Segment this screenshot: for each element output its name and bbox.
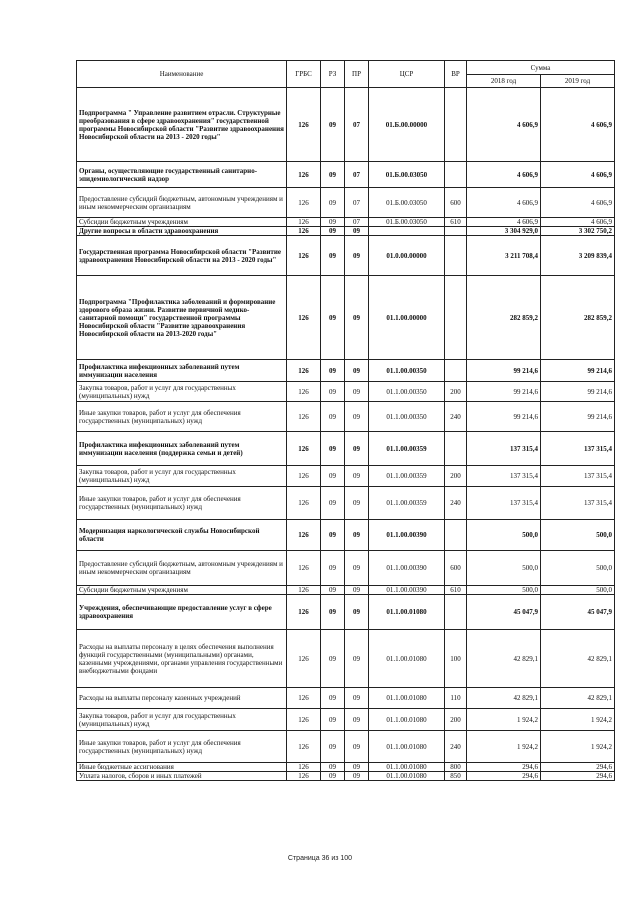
cell-vr: 610 xyxy=(445,586,467,595)
cell-rz: 09 xyxy=(321,466,345,487)
table-row xyxy=(77,236,615,276)
table-row xyxy=(77,595,615,630)
cell-rz: 09 xyxy=(321,709,345,731)
cell-csr: 01.Б.00.03050 xyxy=(369,218,445,227)
cell-vr: 600 xyxy=(445,551,467,586)
cell-vr: 800 xyxy=(445,763,467,772)
cell-sum-2018: 500,0 xyxy=(467,586,541,595)
cell-sum-2019: 99 214,6 xyxy=(541,360,615,382)
cell-sum-2018: 137 315,4 xyxy=(467,487,541,520)
cell-rz: 09 xyxy=(321,520,345,551)
table-row xyxy=(77,88,615,162)
cell-sum-2019: 99 214,6 xyxy=(541,402,615,432)
cell-vr: 240 xyxy=(445,731,467,763)
cell-grbs: 126 xyxy=(287,466,321,487)
cell-grbs: 126 xyxy=(287,382,321,402)
cell-grbs: 126 xyxy=(287,551,321,586)
cell-sum-2019: 137 315,4 xyxy=(541,466,615,487)
cell-sum-2019: 137 315,4 xyxy=(541,432,615,466)
cell-pr: 09 xyxy=(345,551,369,586)
cell-grbs: 126 xyxy=(287,630,321,688)
cell-sum-2019: 294,6 xyxy=(541,772,615,781)
cell-sum-2018: 1 924,2 xyxy=(467,709,541,731)
cell-vr: 200 xyxy=(445,466,467,487)
cell-rz: 09 xyxy=(321,227,345,236)
cell-name: Подпрограмма "Профилактика заболеваний и формирование здорового образа жизни. Развитие первичной медико-санитарной помощи" государственной программы Новосибирской области "Развитие здравоохранения Новосибирской области на 2013-2020 годы" xyxy=(77,276,287,360)
cell-sum-2019: 4 606,9 xyxy=(541,162,615,188)
cell-name: Профилактика инфекционных заболеваний путем иммунизации населения xyxy=(77,360,287,382)
cell-csr: 01.Б.00.00000 xyxy=(369,88,445,162)
header-year-2018: 2018 год xyxy=(467,75,541,88)
header-grbs: ГРБС xyxy=(287,61,321,88)
cell-csr: 01.1.00.01080 xyxy=(369,709,445,731)
cell-vr xyxy=(445,595,467,630)
cell-name: Субсидии бюджетным учреждениям xyxy=(77,586,287,595)
cell-sum-2018: 42 829,1 xyxy=(467,630,541,688)
cell-grbs: 126 xyxy=(287,227,321,236)
cell-grbs: 126 xyxy=(287,360,321,382)
cell-pr: 07 xyxy=(345,162,369,188)
cell-vr: 110 xyxy=(445,688,467,709)
table-row xyxy=(77,731,615,763)
cell-grbs: 126 xyxy=(287,276,321,360)
cell-rz: 09 xyxy=(321,595,345,630)
cell-name: Другие вопросы в области здравоохранения xyxy=(77,227,287,236)
cell-sum-2018: 4 606,9 xyxy=(467,188,541,218)
cell-grbs: 126 xyxy=(287,520,321,551)
cell-pr: 09 xyxy=(345,227,369,236)
cell-sum-2019: 4 606,9 xyxy=(541,188,615,218)
cell-sum-2018: 1 924,2 xyxy=(467,731,541,763)
table-row xyxy=(77,630,615,688)
cell-sum-2019: 282 859,2 xyxy=(541,276,615,360)
cell-rz: 09 xyxy=(321,487,345,520)
header-csr: ЦСР xyxy=(369,61,445,88)
cell-pr: 09 xyxy=(345,360,369,382)
cell-vr xyxy=(445,162,467,188)
cell-sum-2019: 137 315,4 xyxy=(541,487,615,520)
cell-sum-2019: 3 302 750,2 xyxy=(541,227,615,236)
cell-pr: 09 xyxy=(345,630,369,688)
cell-name: Модернизация наркологической службы Новосибирской области xyxy=(77,520,287,551)
cell-csr: 01.1.00.00350 xyxy=(369,360,445,382)
cell-pr: 09 xyxy=(345,688,369,709)
cell-grbs: 126 xyxy=(287,487,321,520)
cell-sum-2018: 45 047,9 xyxy=(467,595,541,630)
table-row xyxy=(77,432,615,466)
cell-pr: 09 xyxy=(345,432,369,466)
cell-csr: 01.1.00.01080 xyxy=(369,630,445,688)
cell-pr: 09 xyxy=(345,487,369,520)
table-row xyxy=(77,402,615,432)
cell-grbs: 126 xyxy=(287,772,321,781)
cell-vr: 240 xyxy=(445,402,467,432)
cell-csr: 01.1.00.01080 xyxy=(369,772,445,781)
cell-pr: 09 xyxy=(345,709,369,731)
cell-grbs: 126 xyxy=(287,88,321,162)
cell-name: Государственная программа Новосибирской области "Развитие здравоохранения Новосибирской области на 2013 - 2020 годы" xyxy=(77,236,287,276)
cell-sum-2018: 294,6 xyxy=(467,763,541,772)
cell-sum-2019: 42 829,1 xyxy=(541,688,615,709)
cell-csr: 01.1.00.00390 xyxy=(369,520,445,551)
cell-pr: 09 xyxy=(345,236,369,276)
cell-pr: 09 xyxy=(345,586,369,595)
cell-csr: 01.Б.00.03050 xyxy=(369,188,445,218)
header-year-2019: 2019 год xyxy=(541,75,615,88)
cell-rz: 09 xyxy=(321,382,345,402)
cell-name: Учреждения, обеспечивающие предоставление услуг в сфере здравоохранения xyxy=(77,595,287,630)
table-body xyxy=(77,88,615,781)
table-row xyxy=(77,688,615,709)
table-row xyxy=(77,551,615,586)
cell-rz: 09 xyxy=(321,551,345,586)
table-row xyxy=(77,763,615,772)
cell-rz: 09 xyxy=(321,162,345,188)
cell-sum-2018: 137 315,4 xyxy=(467,432,541,466)
cell-sum-2019: 294,6 xyxy=(541,763,615,772)
cell-sum-2019: 500,0 xyxy=(541,520,615,551)
cell-name: Профилактика инфекционных заболеваний путем иммунизации населения (поддержка семьи и детей) xyxy=(77,432,287,466)
cell-name: Закупка товаров, работ и услуг для государственных (муниципальных) нужд xyxy=(77,382,287,402)
cell-grbs: 126 xyxy=(287,688,321,709)
cell-name: Иные закупки товаров, работ и услуг для обеспечения государственных (муниципальных) нужд xyxy=(77,731,287,763)
cell-csr: 01.1.00.01080 xyxy=(369,731,445,763)
cell-pr: 09 xyxy=(345,763,369,772)
cell-name: Субсидии бюджетным учреждениям xyxy=(77,218,287,227)
table-row xyxy=(77,227,615,236)
cell-sum-2018: 4 606,9 xyxy=(467,218,541,227)
cell-vr xyxy=(445,276,467,360)
cell-name: Закупка товаров, работ и услуг для государственных (муниципальных) нужд xyxy=(77,709,287,731)
cell-csr: 01.1.00.00359 xyxy=(369,466,445,487)
table-row xyxy=(77,466,615,487)
cell-sum-2019: 500,0 xyxy=(541,551,615,586)
page-number: Страница 36 из 100 xyxy=(287,855,353,862)
cell-pr: 09 xyxy=(345,595,369,630)
table-row xyxy=(77,276,615,360)
cell-sum-2018: 500,0 xyxy=(467,520,541,551)
cell-grbs: 126 xyxy=(287,218,321,227)
cell-vr: 240 xyxy=(445,487,467,520)
cell-grbs: 126 xyxy=(287,402,321,432)
header-sum: Сумма xyxy=(467,61,615,75)
cell-sum-2018: 99 214,6 xyxy=(467,360,541,382)
cell-vr: 610 xyxy=(445,218,467,227)
cell-rz: 09 xyxy=(321,188,345,218)
cell-pr: 09 xyxy=(345,382,369,402)
cell-vr: 600 xyxy=(445,188,467,218)
cell-rz: 09 xyxy=(321,772,345,781)
cell-name: Органы, осуществляющие государственный санитарно-эпидемиологический надзор xyxy=(77,162,287,188)
cell-csr: 01.1.00.00390 xyxy=(369,586,445,595)
header-pr: ПР xyxy=(345,61,369,88)
cell-pr: 07 xyxy=(345,88,369,162)
cell-sum-2018: 3 304 929,0 xyxy=(467,227,541,236)
budget-table xyxy=(76,60,615,781)
cell-csr: 01.1.00.01080 xyxy=(369,763,445,772)
cell-sum-2018: 4 606,9 xyxy=(467,88,541,162)
header-name: Наименование xyxy=(77,61,287,88)
cell-csr: 01.1.00.00350 xyxy=(369,382,445,402)
cell-rz: 09 xyxy=(321,276,345,360)
cell-rz: 09 xyxy=(321,763,345,772)
table-row xyxy=(77,360,615,382)
cell-csr: 01.1.00.00359 xyxy=(369,432,445,466)
cell-sum-2019: 3 209 839,4 xyxy=(541,236,615,276)
cell-name: Предоставление субсидий бюджетным, автономным учреждениям и иным некоммерческим организациям xyxy=(77,188,287,218)
cell-rz: 09 xyxy=(321,218,345,227)
table-row xyxy=(77,586,615,595)
cell-sum-2019: 1 924,2 xyxy=(541,731,615,763)
cell-name: Закупка товаров, работ и услуг для государственных (муниципальных) нужд xyxy=(77,466,287,487)
header-vr: ВР xyxy=(445,61,467,88)
header-rz: РЗ xyxy=(321,61,345,88)
cell-rz: 09 xyxy=(321,630,345,688)
cell-grbs: 126 xyxy=(287,162,321,188)
cell-pr: 07 xyxy=(345,218,369,227)
cell-sum-2018: 500,0 xyxy=(467,551,541,586)
cell-vr xyxy=(445,360,467,382)
cell-csr: 01.1.00.01080 xyxy=(369,688,445,709)
cell-csr xyxy=(369,227,445,236)
table-row xyxy=(77,188,615,218)
cell-vr: 200 xyxy=(445,709,467,731)
cell-sum-2018: 282 859,2 xyxy=(467,276,541,360)
cell-vr: 850 xyxy=(445,772,467,781)
table-row xyxy=(77,709,615,731)
cell-rz: 09 xyxy=(321,88,345,162)
cell-rz: 09 xyxy=(321,236,345,276)
cell-name: Расходы на выплаты персоналу в целях обеспечения выполнения функций государственными (муниципальными) органами, казенными учреждениями, органами управления государственными внебюджетными фондами xyxy=(77,630,287,688)
cell-pr: 09 xyxy=(345,731,369,763)
cell-vr: 100 xyxy=(445,630,467,688)
cell-grbs: 126 xyxy=(287,731,321,763)
cell-rz: 09 xyxy=(321,731,345,763)
cell-grbs: 126 xyxy=(287,586,321,595)
cell-rz: 09 xyxy=(321,402,345,432)
cell-sum-2019: 99 214,6 xyxy=(541,382,615,402)
cell-sum-2019: 42 829,1 xyxy=(541,630,615,688)
cell-pr: 07 xyxy=(345,188,369,218)
cell-sum-2018: 99 214,6 xyxy=(467,402,541,432)
cell-csr: 01.1.00.00359 xyxy=(369,487,445,520)
cell-vr: 200 xyxy=(445,382,467,402)
cell-grbs: 126 xyxy=(287,595,321,630)
cell-pr: 09 xyxy=(345,402,369,432)
table-header xyxy=(77,61,615,88)
cell-vr xyxy=(445,88,467,162)
table-row xyxy=(77,772,615,781)
cell-sum-2019: 1 924,2 xyxy=(541,709,615,731)
cell-csr: 01.1.00.00000 xyxy=(369,276,445,360)
cell-grbs: 126 xyxy=(287,709,321,731)
cell-csr: 01.1.00.00350 xyxy=(369,402,445,432)
cell-rz: 09 xyxy=(321,432,345,466)
table-row xyxy=(77,162,615,188)
cell-csr: 01.1.00.01080 xyxy=(369,595,445,630)
cell-name: Уплата налогов, сборов и иных платежей xyxy=(77,772,287,781)
cell-sum-2018: 4 606,9 xyxy=(467,162,541,188)
cell-name: Расходы на выплаты персоналу казенных учреждений xyxy=(77,688,287,709)
cell-sum-2018: 42 829,1 xyxy=(467,688,541,709)
cell-vr xyxy=(445,227,467,236)
cell-sum-2019: 4 606,9 xyxy=(541,218,615,227)
cell-name: Иные закупки товаров, работ и услуг для обеспечения государственных (муниципальных) нужд xyxy=(77,402,287,432)
cell-sum-2018: 137 315,4 xyxy=(467,466,541,487)
cell-csr: 01.Б.00.03050 xyxy=(369,162,445,188)
cell-name: Предоставление субсидий бюджетным, автономным учреждениям и иным некоммерческим организациям xyxy=(77,551,287,586)
cell-pr: 09 xyxy=(345,772,369,781)
cell-sum-2019: 500,0 xyxy=(541,586,615,595)
cell-grbs: 126 xyxy=(287,236,321,276)
cell-sum-2019: 45 047,9 xyxy=(541,595,615,630)
cell-rz: 09 xyxy=(321,688,345,709)
cell-csr: 01.0.00.00000 xyxy=(369,236,445,276)
cell-vr xyxy=(445,236,467,276)
cell-pr: 09 xyxy=(345,466,369,487)
cell-pr: 09 xyxy=(345,520,369,551)
cell-grbs: 126 xyxy=(287,432,321,466)
cell-csr: 01.1.00.00390 xyxy=(369,551,445,586)
cell-sum-2018: 99 214,6 xyxy=(467,382,541,402)
cell-grbs: 126 xyxy=(287,188,321,218)
cell-sum-2019: 4 606,9 xyxy=(541,88,615,162)
cell-sum-2018: 294,6 xyxy=(467,772,541,781)
cell-vr xyxy=(445,432,467,466)
cell-pr: 09 xyxy=(345,276,369,360)
cell-name: Подпрограмма " Управление развитием отрасли. Структурные преобразования в сфере здравоохранения" государственной программы Новосибирской области "Развитие здравоохранения Новосибирской области на 2013 - 2020 годы" xyxy=(77,88,287,162)
cell-rz: 09 xyxy=(321,586,345,595)
cell-rz: 09 xyxy=(321,360,345,382)
cell-name: Иные закупки товаров, работ и услуг для обеспечения государственных (муниципальных) нужд xyxy=(77,487,287,520)
table-row xyxy=(77,487,615,520)
table-row xyxy=(77,520,615,551)
table-row xyxy=(77,218,615,227)
cell-name: Иные бюджетные ассигнования xyxy=(77,763,287,772)
table-row xyxy=(77,382,615,402)
cell-grbs: 126 xyxy=(287,763,321,772)
cell-sum-2018: 3 211 708,4 xyxy=(467,236,541,276)
cell-vr xyxy=(445,520,467,551)
